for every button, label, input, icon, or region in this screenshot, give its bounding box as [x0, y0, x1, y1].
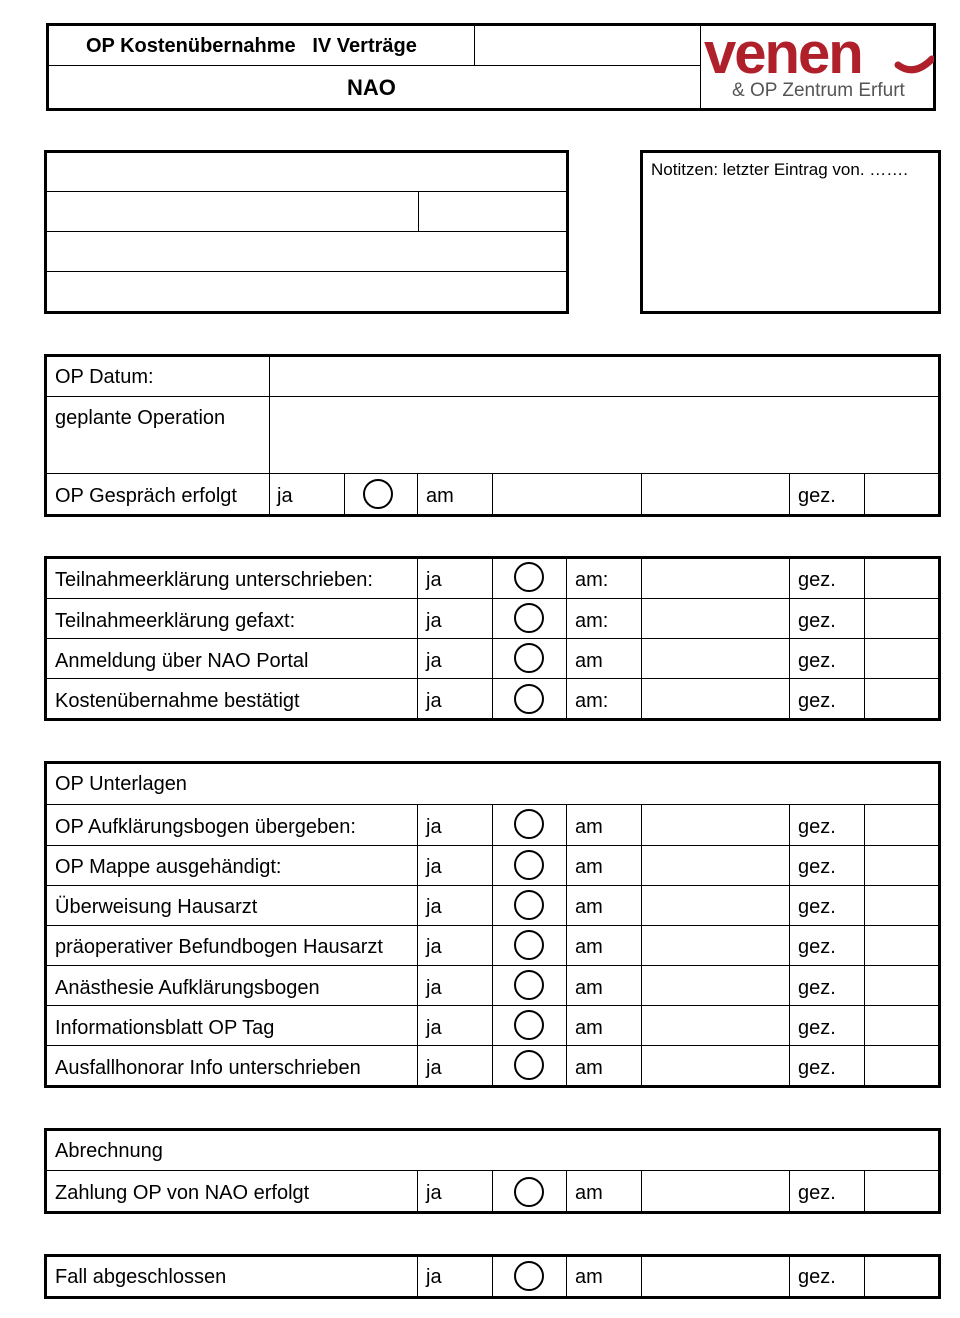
participation-row-signature-field[interactable]	[867, 600, 938, 636]
documents-row-signature-field[interactable]	[867, 807, 938, 843]
documents-row-signature-field[interactable]	[867, 847, 938, 883]
documents-row-date-label: am	[575, 936, 603, 958]
documents-row-signed-label: gez.	[798, 1057, 836, 1079]
documents-row-checkbox[interactable]	[514, 890, 544, 920]
documents-row-signature-field[interactable]	[867, 887, 938, 923]
documents-row-date-label: am	[575, 977, 603, 999]
participation-row-date-label: am:	[575, 610, 609, 632]
documents-row-date-field[interactable]	[644, 887, 787, 923]
documents-row-checkbox[interactable]	[514, 930, 544, 960]
documents-row-date-field[interactable]	[644, 847, 787, 883]
op-talk-checkbox[interactable]	[363, 479, 393, 509]
participation-row-date-label: am	[575, 650, 603, 672]
documents-title: OP Unterlagen	[55, 773, 187, 795]
documents-row-label: Überweisung Hausarzt	[55, 896, 258, 918]
planned-operation-label: geplante Operation	[55, 407, 226, 429]
documents-row-yes: ja	[426, 977, 442, 999]
closing-row-date-label: am	[575, 1266, 603, 1288]
documents-row-date-label: am	[575, 856, 603, 878]
documents-row-label: Anästhesie Aufklärungsbogen	[55, 977, 320, 999]
documents-row-signed-label: gez.	[798, 896, 836, 918]
closing-row-date-field[interactable]	[644, 1257, 787, 1296]
documents-row-date-label: am	[575, 896, 603, 918]
documents-row-label: Informationsblatt OP Tag	[55, 1017, 275, 1039]
participation-row-signed-label: gez.	[798, 569, 836, 591]
participation-row-signed-label: gez.	[798, 650, 836, 672]
participation-row-checkbox[interactable]	[514, 643, 544, 673]
documents-row-date-field[interactable]	[644, 967, 787, 1003]
participation-row-checkbox[interactable]	[514, 562, 544, 592]
documents-row-checkbox[interactable]	[514, 970, 544, 1000]
patient-field-4[interactable]	[48, 234, 565, 270]
participation-row-date-label: am:	[575, 690, 609, 712]
header-blank-field[interactable]	[476, 26, 698, 64]
op-talk-date-field[interactable]	[495, 476, 639, 514]
documents-row-signed-label: gez.	[798, 816, 836, 838]
documents-row-checkbox[interactable]	[514, 809, 544, 839]
documents-row-yes: ja	[426, 896, 442, 918]
participation-row-date-field[interactable]	[644, 680, 787, 717]
participation-row-label: Teilnahmeerklärung unterschrieben:	[55, 569, 373, 591]
documents-row-yes: ja	[426, 816, 442, 838]
closing-row-label: Fall abgeschlossen	[55, 1266, 227, 1288]
closing-row-yes: ja	[426, 1266, 442, 1288]
documents-row-checkbox[interactable]	[514, 850, 544, 880]
documents-row-date-field[interactable]	[644, 807, 787, 843]
venen-logo	[702, 25, 934, 109]
documents-row-date-field[interactable]	[644, 1047, 787, 1084]
documents-row-signature-field[interactable]	[867, 1007, 938, 1043]
documents-row-signature-field[interactable]	[867, 967, 938, 1003]
patient-field-2[interactable]	[48, 194, 416, 230]
participation-row-yes: ja	[426, 690, 442, 712]
op-talk-label: OP Gespräch erfolgt	[55, 485, 237, 507]
documents-row-date-label: am	[575, 1057, 603, 1079]
form-title: OP Kostenübernahme IV Verträge	[86, 35, 417, 57]
closing-row-checkbox[interactable]	[514, 1261, 544, 1291]
billing-row-date-field[interactable]	[644, 1173, 787, 1211]
op-talk-yes: ja	[277, 485, 293, 507]
billing-row-label: Zahlung OP von NAO erfolgt	[55, 1182, 310, 1204]
op-talk-signature-field[interactable]	[867, 476, 938, 514]
documents-row-date-field[interactable]	[644, 927, 787, 963]
closing-row-signed-label: gez.	[798, 1266, 836, 1288]
participation-row-date-field[interactable]	[644, 640, 787, 676]
billing-row-checkbox[interactable]	[514, 1177, 544, 1207]
participation-row-label: Kostenübernahme bestätigt	[55, 690, 300, 712]
documents-row-yes: ja	[426, 1017, 442, 1039]
documents-row-yes: ja	[426, 936, 442, 958]
closing-row-signature-field[interactable]	[867, 1257, 938, 1296]
documents-row-yes: ja	[426, 856, 442, 878]
op-talk-date-label: am	[426, 485, 454, 507]
documents-row-label: präoperativer Befundbogen Hausarzt	[55, 936, 383, 958]
op-talk-signed-label: gez.	[798, 485, 836, 507]
participation-row-yes: ja	[426, 650, 442, 672]
documents-row-signed-label: gez.	[798, 856, 836, 878]
documents-row-checkbox[interactable]	[514, 1010, 544, 1040]
documents-row-checkbox[interactable]	[514, 1050, 544, 1080]
participation-row-date-label: am:	[575, 569, 609, 591]
documents-row-yes: ja	[426, 1057, 442, 1079]
participation-row-signed-label: gez.	[798, 690, 836, 712]
documents-row-date-label: am	[575, 1017, 603, 1039]
billing-row-signed-label: gez.	[798, 1182, 836, 1204]
billing-row-signature-field[interactable]	[867, 1173, 938, 1211]
documents-row-signed-label: gez.	[798, 936, 836, 958]
patient-field-3[interactable]	[421, 194, 565, 230]
participation-row-signature-field[interactable]	[867, 560, 938, 596]
documents-row-signature-field[interactable]	[867, 927, 938, 963]
documents-row-signature-field[interactable]	[867, 1047, 938, 1084]
participation-row-signature-field[interactable]	[867, 680, 938, 717]
participation-row-signed-label: gez.	[798, 610, 836, 632]
documents-row-signed-label: gez.	[798, 1017, 836, 1039]
participation-row-signature-field[interactable]	[867, 640, 938, 676]
participation-row-date-field[interactable]	[644, 600, 787, 636]
billing-row-date-label: am	[575, 1182, 603, 1204]
documents-row-label: OP Aufklärungsbogen übergeben:	[55, 816, 356, 838]
notes-label: Notitzen: letzter Eintrag von. …….	[651, 160, 908, 179]
logo-subtitle: & OP Zentrum Erfurt	[732, 80, 905, 101]
op-date-field[interactable]	[272, 358, 938, 394]
form-subtitle: NAO	[347, 75, 396, 100]
documents-row-label: OP Mappe ausgehändigt:	[55, 856, 282, 878]
participation-row-yes: ja	[426, 569, 442, 591]
patient-field-1[interactable]	[48, 154, 565, 190]
documents-row-label: Ausfallhonorar Info unterschrieben	[55, 1057, 361, 1079]
documents-row-date-field[interactable]	[644, 1007, 787, 1043]
patient-field-5[interactable]	[48, 274, 565, 310]
planned-operation-field[interactable]	[272, 399, 938, 471]
participation-row-yes: ja	[426, 610, 442, 632]
op-date-label: OP Datum:	[55, 366, 154, 388]
billing-row-yes: ja	[426, 1182, 442, 1204]
logo-wordmark	[702, 25, 934, 85]
participation-row-checkbox[interactable]	[514, 684, 544, 714]
billing-title: Abrechnung	[55, 1140, 163, 1162]
documents-row-signed-label: gez.	[798, 977, 836, 999]
logo-wordmark-text: venen	[704, 25, 862, 85]
participation-row-date-field[interactable]	[644, 560, 787, 596]
participation-row-label: Teilnahmeerklärung gefaxt:	[55, 610, 296, 632]
participation-row-label: Anmeldung über NAO Portal	[55, 650, 309, 672]
participation-row-checkbox[interactable]	[514, 603, 544, 633]
documents-row-date-label: am	[575, 816, 603, 838]
